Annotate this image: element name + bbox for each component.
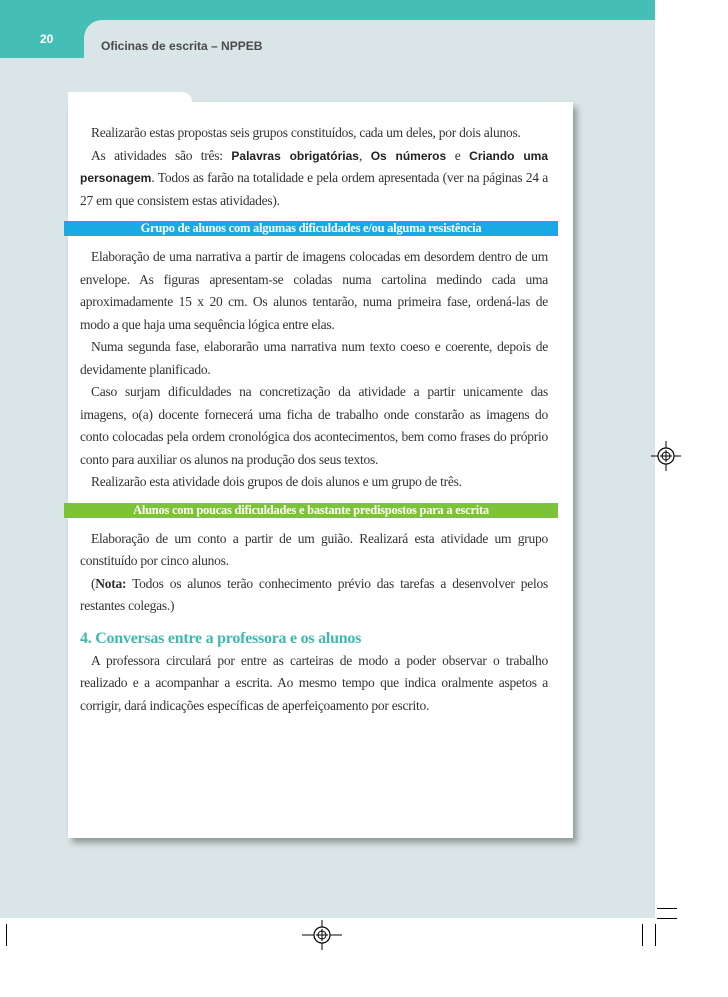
intro-text: As atividades são três: [91,147,232,163]
registration-mark-icon [302,920,342,950]
section-heading: 4. Conversas entre a professora e os alunos [80,629,362,647]
registration-mark-icon [651,441,681,471]
note-text: Todos os alunos terão conhecimento prévio das tarefas a desenvolver pelos restantes colegas.) [80,575,548,613]
crop-mark [642,924,643,946]
crop-mark [6,924,7,946]
activity-3: Criando uma personagem [80,148,548,185]
crop-mark [655,924,656,946]
crop-mark [657,918,677,919]
paragraph: Numa segunda fase, elaborarão uma narrativa num texto coeso e coerente, depois de devidamente planificado. [80,339,548,377]
paragraph: Elaboração de uma narrativa a partir de imagens colocadas em desordem dentro de um envelope. As figuras apresentam-se coladas numa cartolina medindo cada uma aproximadamente 15 x 20 cm. Os alunos tentarão, numa primeira fase, ordená-las de modo a que haja uma sequência lógica entre elas. [80,249,548,332]
paragraph: Caso surjam dificuldades na concretização da atividade a partir unicamente das imagens, o(a) docente fornecerá uma ficha de trabalho onde constarão as imagens do conto colocadas pela ordem cronológica dos acontecimentos, bem como frases do próprio conto para auxiliar os alunos na produção dos seus textos. [80,384,548,467]
paragraph: Realizarão esta atividade dois grupos de dois alunos e um grupo de três. [91,474,462,489]
content-body [80,122,548,717]
intro-text: . Todos as farão na totalidade e pela ordem apresentada (ver na páginas 24 a 27 em que consistem estas atividades). [80,170,548,208]
paren: ( [91,575,96,591]
intro-paragraph-2 [80,145,548,213]
separator: , [358,147,371,163]
note-paragraph [80,573,548,618]
card-tab [68,92,192,102]
separator: e [446,147,470,163]
note-label: Nota: [95,575,127,591]
paragraph: A professora circulará por entre as carteiras de modo a poder observar o trabalho realizado e a acompanhar a escrita. Ao mesmo tempo que indica oralmente aspetos a corrigir, dará indicações específicas de aperfeiçoamento por escrito. [80,652,548,713]
paragraph: Elaboração de um conto a partir de um guião. Realizará esta atividade um grupo constituído por cinco alunos. [80,530,548,568]
running-title: Oficinas de escrita – NPPEB [101,39,263,53]
page-number: 20 [40,32,54,46]
activity-2: Os números [370,148,447,163]
section-bar-few-difficulties: Alunos com poucas dificuldades e bastante predispostos para a escrita [64,503,558,518]
activity-1: Palavras obrigatórias [231,148,359,163]
section-bar-difficulties: Grupo de alunos com algumas dificuldades e/ou alguma resistência [64,221,558,236]
crop-mark [657,908,677,909]
intro-paragraph-1: Realizarão estas propostas seis grupos constituídos, cada um deles, por dois alunos. [91,125,521,140]
